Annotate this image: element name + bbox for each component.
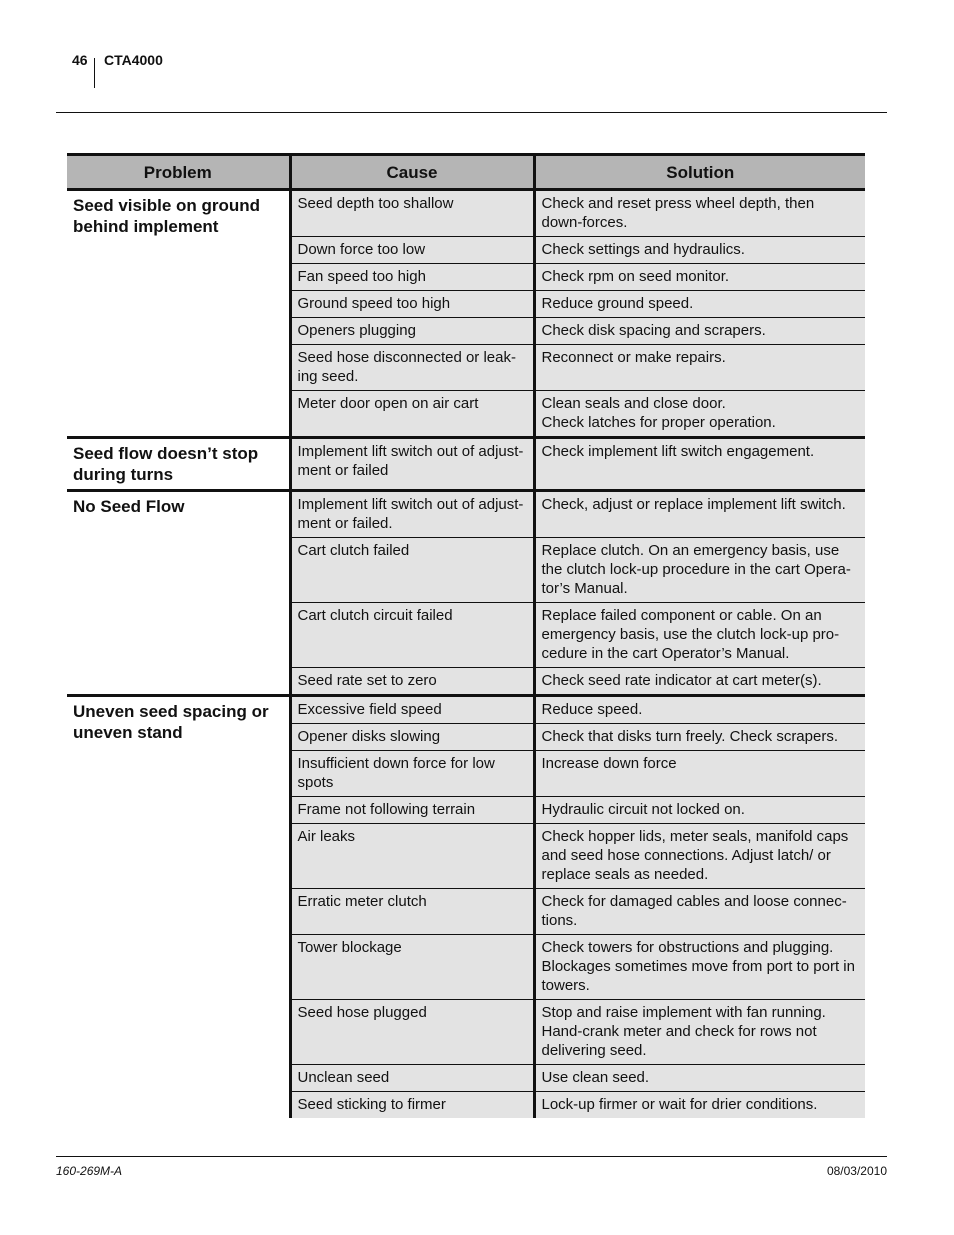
footer-rule: [56, 1156, 887, 1157]
cause-cell: Insufficient down force for low spots: [290, 751, 534, 797]
column-header-problem: Problem: [67, 155, 290, 190]
table-row: [67, 190, 865, 237]
problem-cell: Uneven seed spacing or uneven stand: [67, 696, 290, 1119]
page-number: 46: [72, 52, 88, 68]
solution-cell: Stop and raise implement with fan running. Hand-crank meter and check for rows not delivering seed.: [534, 1000, 865, 1065]
document-number: 160-269M-A: [56, 1164, 123, 1178]
cause-cell: Tower blockage: [290, 935, 534, 1000]
cause-cell: Unclean seed: [290, 1065, 534, 1092]
cause-cell: Air leaks: [290, 824, 534, 889]
cause-cell: Cart clutch failed: [290, 538, 534, 603]
solution-cell: Check rpm on seed monitor.: [534, 264, 865, 291]
troubleshooting-table: [67, 153, 865, 1118]
solution-cell: [534, 391, 865, 438]
solution-cell: Replace clutch. On an emergency basis, use the clutch lock-up procedure in the cart Opera-tor’s Manual.: [534, 538, 865, 603]
table-header-row: [67, 155, 865, 190]
solution-cell: Reduce ground speed.: [534, 291, 865, 318]
solution-cell: Check, adjust or replace implement lift switch.: [534, 491, 865, 538]
cause-cell: Seed hose disconnected or leak-ing seed.: [290, 345, 534, 391]
solution-cell: Check settings and hydraulics.: [534, 237, 865, 264]
cause-cell: Excessive field speed: [290, 696, 534, 724]
cause-cell: Openers plugging: [290, 318, 534, 345]
solution-line: Clean seals and close door.: [541, 395, 726, 412]
solution-cell: Increase down force: [534, 751, 865, 797]
cause-cell: Seed depth too shallow: [290, 190, 534, 237]
solution-cell: Check implement lift switch engagement.: [534, 438, 865, 491]
solution-cell: Reduce speed.: [534, 696, 865, 724]
problem-group: [67, 491, 865, 696]
table-row: [67, 491, 865, 538]
solution-cell: Reconnect or make repairs.: [534, 345, 865, 391]
solution-cell: Check hopper lids, meter seals, manifold caps and seed hose connections. Adjust latch/ or replace seals as needed.: [534, 824, 865, 889]
solution-cell: Check for damaged cables and loose connec-tions.: [534, 889, 865, 935]
cause-cell: Implement lift switch out of adjust-ment or failed.: [290, 491, 534, 538]
cause-cell: Down force too low: [290, 237, 534, 264]
cause-cell: Implement lift switch out of adjust-ment or failed: [290, 438, 534, 491]
cause-cell: Opener disks slowing: [290, 724, 534, 751]
table-row: [67, 438, 865, 491]
header-rule: [56, 112, 887, 113]
problem-cell: Seed flow doesn’t stop during turns: [67, 438, 290, 491]
solution-cell: Check disk spacing and scrapers.: [534, 318, 865, 345]
problem-group: [67, 438, 865, 491]
solution-cell: Check seed rate indicator at cart meter(s).: [534, 668, 865, 696]
solution-cell: Replace failed component or cable. On an emergency basis, use the clutch lock-up pro-cedure in the cart Operator’s Manual.: [534, 603, 865, 668]
table-row: [67, 696, 865, 724]
cause-cell: Seed hose plugged: [290, 1000, 534, 1065]
solution-cell: Use clean seed.: [534, 1065, 865, 1092]
cause-cell: Frame not following terrain: [290, 797, 534, 824]
cause-cell: Fan speed too high: [290, 264, 534, 291]
problem-group: [67, 190, 865, 438]
solution-line: Check latches for proper operation.: [541, 414, 776, 431]
cause-cell: Seed rate set to zero: [290, 668, 534, 696]
column-header-solution: Solution: [534, 155, 865, 190]
cause-cell: Erratic meter clutch: [290, 889, 534, 935]
problem-cell: No Seed Flow: [67, 491, 290, 696]
solution-cell: Hydraulic circuit not locked on.: [534, 797, 865, 824]
solution-cell: Check towers for obstructions and plugging. Blockages sometimes move from port to port in towers.: [534, 935, 865, 1000]
column-header-cause: Cause: [290, 155, 534, 190]
revision-date: 08/03/2010: [826, 1164, 887, 1178]
cause-cell: Seed sticking to firmer: [290, 1092, 534, 1119]
solution-cell: Check that disks turn freely. Check scrapers.: [534, 724, 865, 751]
problem-group: [67, 696, 865, 1119]
document-title: CTA4000: [104, 52, 163, 68]
header-divider: [94, 58, 95, 88]
problem-cell: Seed visible on ground behind implement: [67, 190, 290, 438]
solution-cell: Check and reset press wheel depth, then down-forces.: [534, 190, 865, 237]
cause-cell: Meter door open on air cart: [290, 391, 534, 438]
solution-cell: Lock-up firmer or wait for drier conditions.: [534, 1092, 865, 1119]
cause-cell: Cart clutch circuit failed: [290, 603, 534, 668]
cause-cell: Ground speed too high: [290, 291, 534, 318]
